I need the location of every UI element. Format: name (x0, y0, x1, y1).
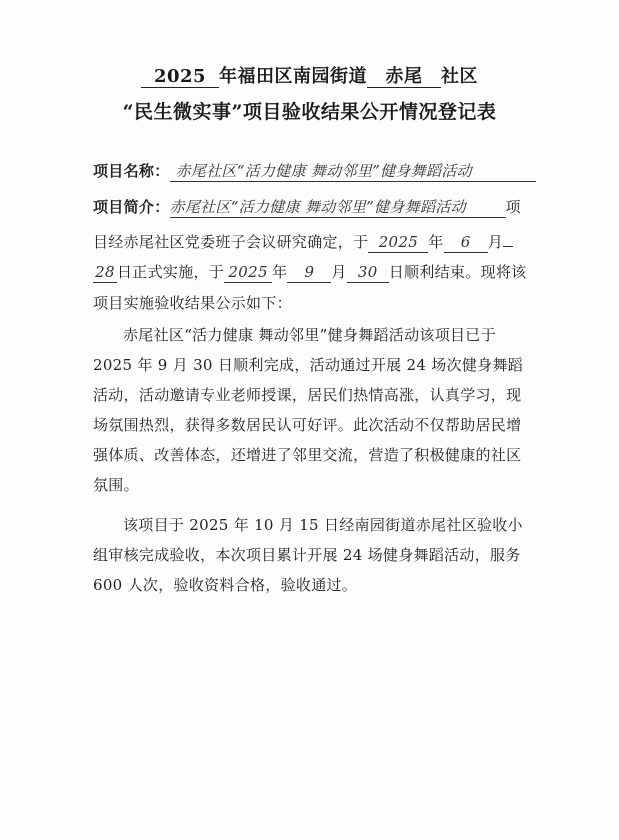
title-suffix: 社区 (441, 66, 478, 87)
project-intro-line-2 (93, 231, 513, 253)
result-paragraph-2: 该项目于 2025 年 10 月 15 日经南园街道赤尾社区验收小组审核完成验收，本次项目累计开展 24 场健身舞蹈活动，服务 600 人次，验收资料合格，验收通过。 (93, 516, 523, 594)
start-year-char: 年 (428, 233, 444, 251)
title-year: 2025 (141, 67, 219, 88)
result-paragraph-1: 赤尾社区“活力健康 舞动邻里”健身舞蹈活动该项目已于 2025 年 9 月 30 日顺利完成，活动通过开展 24 场次健身舞蹈活动，活动邀请专业老师授课，居民们热情高涨，认真学习，现场氛围热烈，获得多数居民认可好评。此次活动不仅帮助居民增强体质、改善体态，还增进了邻里交流，营造了积极健康的社区氛围。 (93, 326, 524, 494)
start-year: 2025 (368, 233, 428, 253)
title-line-1 (0, 62, 619, 88)
title-line-2: “民生微实事”项目验收结果公开情况登记表 (122, 101, 497, 123)
end-day: 30 (347, 263, 389, 283)
start-day: 28 (93, 263, 117, 283)
project-intro-row (93, 196, 521, 218)
start-month-char: 月 (487, 233, 504, 251)
project-intro-line3a: 日正式实施，于 (117, 263, 225, 281)
project-intro-label: 项目简介： (93, 198, 170, 216)
project-intro-name: 赤尾社区“活力健康 舞动邻里”健身舞蹈活动 (170, 198, 506, 218)
project-intro-text1: 项 (505, 198, 521, 216)
title-district: 年福田区南园街道 (219, 66, 367, 87)
project-intro-line3b: 日顺利结束。现将该 (388, 263, 527, 281)
project-name-row (93, 160, 536, 182)
project-name-label: 项目名称： (93, 162, 170, 180)
end-year: 2025 (224, 263, 272, 283)
end-month: 9 (287, 263, 331, 283)
start-month-tail (503, 246, 513, 247)
project-name-value: 赤尾社区“活力健康 舞动邻里”健身舞蹈活动 (170, 162, 536, 182)
title-community: 赤尾 (367, 67, 441, 88)
project-intro-line-3 (93, 261, 526, 283)
end-year-char: 年 (272, 263, 288, 281)
start-month: 6 (444, 233, 488, 253)
project-intro-line-4: 项目实施验收结果公示如下： (93, 294, 292, 312)
end-month-char: 月 (331, 263, 347, 281)
project-intro-line2a: 目经赤尾社区党委班子会议研究确定，于 (93, 233, 369, 251)
